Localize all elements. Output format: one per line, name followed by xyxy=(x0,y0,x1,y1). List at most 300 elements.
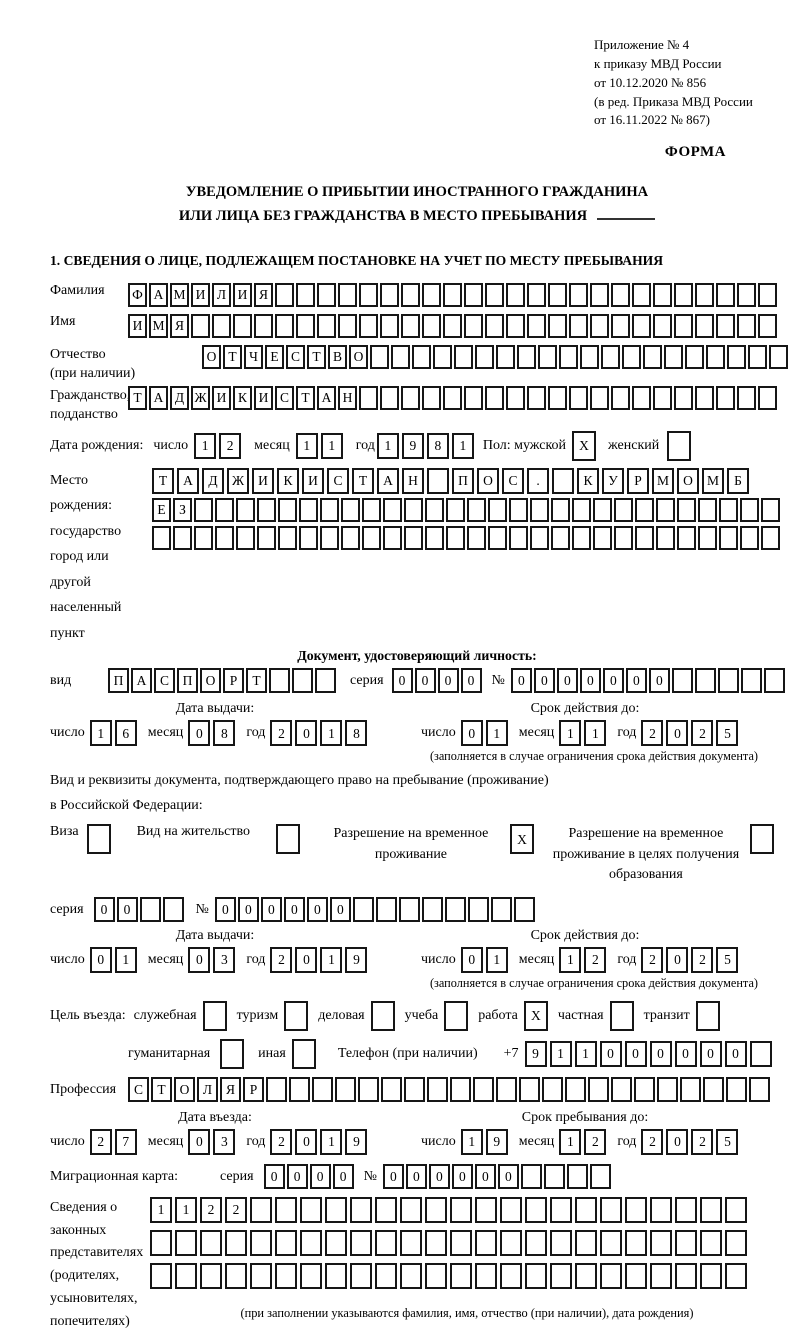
form-cell[interactable]: 0 xyxy=(580,668,601,693)
form-cell[interactable] xyxy=(380,314,399,338)
form-cell[interactable] xyxy=(404,1077,425,1102)
form-cell[interactable] xyxy=(593,498,612,522)
form-cell[interactable] xyxy=(335,1077,356,1102)
form-cell[interactable]: В xyxy=(328,345,347,369)
form-cell[interactable]: Т xyxy=(352,468,374,494)
form-cell[interactable] xyxy=(381,1077,402,1102)
form-cell[interactable] xyxy=(338,283,357,307)
form-cell[interactable] xyxy=(635,498,654,522)
form-cell[interactable] xyxy=(749,1077,770,1102)
form-cell[interactable] xyxy=(350,1197,372,1223)
form-cell[interactable]: . xyxy=(527,468,549,494)
form-cell[interactable] xyxy=(551,526,570,550)
form-cell[interactable] xyxy=(698,498,717,522)
form-cell[interactable]: Я xyxy=(220,1077,241,1102)
form-cell[interactable]: 0 xyxy=(307,897,328,922)
form-cell[interactable] xyxy=(761,498,780,522)
form-cell[interactable] xyxy=(565,1077,586,1102)
form-cell[interactable]: 2 xyxy=(691,947,713,973)
form-cell[interactable]: 0 xyxy=(625,1041,647,1067)
form-cell[interactable]: Т xyxy=(246,668,267,693)
form-cell[interactable]: 2 xyxy=(641,720,663,746)
form-cell[interactable] xyxy=(521,1164,542,1189)
form-cell[interactable]: М xyxy=(702,468,724,494)
form-cell[interactable] xyxy=(632,386,651,410)
form-cell[interactable] xyxy=(657,1077,678,1102)
form-cell[interactable]: 8 xyxy=(345,720,367,746)
form-cell[interactable] xyxy=(150,1230,172,1256)
form-cell[interactable]: 0 xyxy=(261,897,282,922)
form-cell[interactable] xyxy=(650,1230,672,1256)
form-cell[interactable]: 0 xyxy=(600,1041,622,1067)
form-cell[interactable]: 0 xyxy=(534,668,555,693)
form-cell[interactable] xyxy=(643,345,662,369)
form-cell[interactable] xyxy=(650,1197,672,1223)
form-cell[interactable] xyxy=(289,1077,310,1102)
form-cell[interactable] xyxy=(152,526,171,550)
form-cell[interactable] xyxy=(675,1230,697,1256)
form-cell[interactable] xyxy=(496,1077,517,1102)
form-cell[interactable] xyxy=(300,1197,322,1223)
form-cell[interactable]: 0 xyxy=(475,1164,496,1189)
form-cell[interactable] xyxy=(362,526,381,550)
form-cell[interactable] xyxy=(380,386,399,410)
form-cell[interactable] xyxy=(677,498,696,522)
form-cell[interactable] xyxy=(727,345,746,369)
form-cell[interactable] xyxy=(698,526,717,550)
form-cell[interactable] xyxy=(225,1230,247,1256)
form-cell[interactable] xyxy=(467,526,486,550)
form-cell[interactable]: 2 xyxy=(691,1129,713,1155)
form-cell[interactable] xyxy=(257,498,276,522)
form-cell[interactable]: 2 xyxy=(90,1129,112,1155)
form-cell[interactable] xyxy=(695,386,714,410)
form-cell[interactable] xyxy=(140,897,161,922)
form-cell[interactable]: 8 xyxy=(427,433,449,459)
form-cell[interactable] xyxy=(506,283,525,307)
form-cell[interactable]: 8 xyxy=(213,720,235,746)
form-cell[interactable]: 1 xyxy=(486,720,508,746)
form-cell[interactable] xyxy=(700,1197,722,1223)
form-cell[interactable] xyxy=(380,283,399,307)
form-cell[interactable] xyxy=(672,668,693,693)
form-cell[interactable] xyxy=(399,897,420,922)
form-cell[interactable]: 1 xyxy=(150,1197,172,1223)
form-cell[interactable]: 2 xyxy=(584,1129,606,1155)
form-cell[interactable] xyxy=(614,526,633,550)
form-cell[interactable]: 2 xyxy=(691,720,713,746)
form-cell[interactable] xyxy=(464,283,483,307)
form-cell[interactable] xyxy=(425,526,444,550)
form-cell[interactable] xyxy=(625,1197,647,1223)
form-cell[interactable] xyxy=(375,1263,397,1289)
form-cell[interactable] xyxy=(575,1197,597,1223)
form-cell[interactable] xyxy=(359,314,378,338)
form-cell[interactable] xyxy=(425,498,444,522)
form-cell[interactable] xyxy=(443,386,462,410)
form-cell[interactable]: Н xyxy=(338,386,357,410)
form-cell[interactable]: 0 xyxy=(725,1041,747,1067)
form-cell[interactable] xyxy=(275,283,294,307)
form-cell[interactable]: О xyxy=(202,345,221,369)
form-cell[interactable] xyxy=(588,1077,609,1102)
form-cell[interactable]: 0 xyxy=(666,720,688,746)
form-cell[interactable]: Б xyxy=(727,468,749,494)
form-cell[interactable] xyxy=(664,345,683,369)
form-cell[interactable] xyxy=(506,386,525,410)
form-cell[interactable] xyxy=(444,1001,468,1031)
form-cell[interactable]: 2 xyxy=(641,1129,663,1155)
form-cell[interactable] xyxy=(559,345,578,369)
form-cell[interactable]: 1 xyxy=(296,433,318,459)
form-cell[interactable] xyxy=(761,526,780,550)
form-cell[interactable] xyxy=(292,1039,316,1069)
form-cell[interactable] xyxy=(468,897,489,922)
form-cell[interactable] xyxy=(567,1164,588,1189)
form-cell[interactable] xyxy=(740,498,759,522)
form-cell[interactable] xyxy=(610,1001,634,1031)
form-cell[interactable]: 1 xyxy=(550,1041,572,1067)
form-cell[interactable]: И xyxy=(128,314,147,338)
form-cell[interactable]: 0 xyxy=(284,897,305,922)
form-cell[interactable] xyxy=(450,1263,472,1289)
form-cell[interactable]: 0 xyxy=(461,668,482,693)
form-cell[interactable]: 5 xyxy=(716,1129,738,1155)
form-cell[interactable] xyxy=(500,1263,522,1289)
form-cell[interactable] xyxy=(450,1077,471,1102)
form-cell[interactable]: С xyxy=(502,468,524,494)
form-cell[interactable] xyxy=(527,283,546,307)
form-cell[interactable] xyxy=(569,283,588,307)
form-cell[interactable] xyxy=(485,283,504,307)
form-cell[interactable] xyxy=(163,897,184,922)
form-cell[interactable] xyxy=(758,386,777,410)
form-cell[interactable] xyxy=(674,314,693,338)
form-cell[interactable]: П xyxy=(108,668,129,693)
form-cell[interactable] xyxy=(656,526,675,550)
form-cell[interactable] xyxy=(527,386,546,410)
form-cell[interactable] xyxy=(175,1263,197,1289)
form-cell[interactable] xyxy=(525,1263,547,1289)
form-cell[interactable]: 0 xyxy=(287,1164,308,1189)
form-cell[interactable]: 1 xyxy=(115,947,137,973)
form-cell[interactable] xyxy=(575,1263,597,1289)
form-cell[interactable] xyxy=(677,526,696,550)
form-cell[interactable]: Ж xyxy=(191,386,210,410)
form-cell[interactable] xyxy=(276,824,300,854)
form-cell[interactable]: 9 xyxy=(486,1129,508,1155)
form-cell[interactable]: Ф xyxy=(128,283,147,307)
form-cell[interactable] xyxy=(600,1263,622,1289)
form-cell[interactable] xyxy=(653,386,672,410)
form-cell[interactable]: Ч xyxy=(244,345,263,369)
form-cell[interactable] xyxy=(650,1263,672,1289)
form-cell[interactable] xyxy=(422,386,441,410)
form-cell[interactable] xyxy=(580,345,599,369)
form-cell[interactable]: 0 xyxy=(511,668,532,693)
form-cell[interactable]: 2 xyxy=(219,433,241,459)
form-cell[interactable] xyxy=(446,526,465,550)
form-cell[interactable] xyxy=(544,1164,565,1189)
form-cell[interactable] xyxy=(542,1077,563,1102)
form-cell[interactable] xyxy=(700,1230,722,1256)
form-cell[interactable]: 1 xyxy=(559,1129,581,1155)
form-cell[interactable]: 0 xyxy=(675,1041,697,1067)
form-cell[interactable] xyxy=(750,1041,772,1067)
form-cell[interactable] xyxy=(548,386,567,410)
form-cell[interactable] xyxy=(284,1001,308,1031)
form-cell[interactable] xyxy=(680,1077,701,1102)
form-cell[interactable] xyxy=(191,314,210,338)
form-cell[interactable]: Т xyxy=(307,345,326,369)
form-cell[interactable]: С xyxy=(154,668,175,693)
form-cell[interactable]: О xyxy=(477,468,499,494)
form-cell[interactable] xyxy=(716,386,735,410)
form-cell[interactable] xyxy=(725,1197,747,1223)
form-cell[interactable]: С xyxy=(286,345,305,369)
form-cell[interactable] xyxy=(400,1263,422,1289)
form-cell[interactable] xyxy=(325,1230,347,1256)
form-cell[interactable] xyxy=(572,498,591,522)
form-cell[interactable] xyxy=(338,314,357,338)
form-cell[interactable]: 0 xyxy=(188,720,210,746)
form-cell[interactable]: М xyxy=(149,314,168,338)
form-cell[interactable]: 0 xyxy=(383,1164,404,1189)
form-cell[interactable] xyxy=(275,1263,297,1289)
form-cell[interactable] xyxy=(703,1077,724,1102)
form-cell[interactable]: Я xyxy=(170,314,189,338)
form-cell[interactable]: А xyxy=(149,386,168,410)
form-cell[interactable]: 9 xyxy=(345,947,367,973)
form-cell[interactable] xyxy=(475,1230,497,1256)
form-cell[interactable]: 0 xyxy=(557,668,578,693)
form-cell[interactable]: Р xyxy=(223,668,244,693)
form-cell[interactable] xyxy=(718,668,739,693)
form-cell[interactable] xyxy=(622,345,641,369)
form-cell[interactable] xyxy=(601,345,620,369)
form-cell[interactable] xyxy=(509,498,528,522)
form-cell[interactable] xyxy=(422,314,441,338)
form-cell[interactable] xyxy=(400,1230,422,1256)
form-cell[interactable] xyxy=(200,1230,222,1256)
form-cell[interactable] xyxy=(695,314,714,338)
form-cell[interactable]: Р xyxy=(627,468,649,494)
form-cell[interactable] xyxy=(225,1263,247,1289)
form-cell[interactable] xyxy=(150,1263,172,1289)
form-cell[interactable]: А xyxy=(317,386,336,410)
form-cell[interactable] xyxy=(376,897,397,922)
form-cell[interactable] xyxy=(758,314,777,338)
form-cell[interactable] xyxy=(719,498,738,522)
form-cell[interactable] xyxy=(590,386,609,410)
form-cell[interactable] xyxy=(401,314,420,338)
form-cell[interactable] xyxy=(464,314,483,338)
form-cell[interactable] xyxy=(491,897,512,922)
form-cell[interactable]: 1 xyxy=(175,1197,197,1223)
form-cell[interactable] xyxy=(706,345,725,369)
form-cell[interactable] xyxy=(548,314,567,338)
form-cell[interactable]: 9 xyxy=(345,1129,367,1155)
form-cell[interactable]: Т xyxy=(128,386,147,410)
form-cell[interactable] xyxy=(375,1197,397,1223)
form-cell[interactable] xyxy=(220,1039,244,1069)
form-cell[interactable]: 0 xyxy=(666,947,688,973)
form-cell[interactable]: X xyxy=(572,431,596,461)
form-cell[interactable] xyxy=(236,526,255,550)
form-cell[interactable] xyxy=(325,1263,347,1289)
form-cell[interactable] xyxy=(266,1077,287,1102)
form-cell[interactable] xyxy=(737,386,756,410)
form-cell[interactable] xyxy=(674,386,693,410)
form-cell[interactable] xyxy=(674,283,693,307)
form-cell[interactable] xyxy=(635,526,654,550)
form-cell[interactable]: 1 xyxy=(559,720,581,746)
form-cell[interactable]: К xyxy=(577,468,599,494)
form-cell[interactable] xyxy=(590,314,609,338)
form-cell[interactable]: А xyxy=(131,668,152,693)
form-cell[interactable] xyxy=(569,314,588,338)
form-cell[interactable] xyxy=(475,1263,497,1289)
form-cell[interactable]: И xyxy=(302,468,324,494)
form-cell[interactable] xyxy=(450,1230,472,1256)
form-cell[interactable] xyxy=(667,431,691,461)
form-cell[interactable] xyxy=(359,283,378,307)
form-cell[interactable] xyxy=(194,498,213,522)
form-cell[interactable] xyxy=(341,498,360,522)
form-cell[interactable]: М xyxy=(652,468,674,494)
form-cell[interactable] xyxy=(653,283,672,307)
form-cell[interactable] xyxy=(750,824,774,854)
form-cell[interactable] xyxy=(454,345,473,369)
form-cell[interactable]: Р xyxy=(243,1077,264,1102)
form-cell[interactable] xyxy=(758,283,777,307)
form-cell[interactable]: Л xyxy=(197,1077,218,1102)
form-cell[interactable] xyxy=(725,1230,747,1256)
form-cell[interactable]: С xyxy=(275,386,294,410)
form-cell[interactable] xyxy=(87,824,111,854)
form-cell[interactable] xyxy=(317,283,336,307)
form-cell[interactable]: П xyxy=(452,468,474,494)
form-cell[interactable]: 0 xyxy=(295,720,317,746)
form-cell[interactable] xyxy=(653,314,672,338)
form-cell[interactable] xyxy=(769,345,788,369)
form-cell[interactable]: Д xyxy=(170,386,189,410)
form-cell[interactable] xyxy=(215,526,234,550)
form-cell[interactable] xyxy=(593,526,612,550)
form-cell[interactable]: 0 xyxy=(94,897,115,922)
form-cell[interactable] xyxy=(317,314,336,338)
form-cell[interactable] xyxy=(675,1263,697,1289)
form-cell[interactable] xyxy=(575,1230,597,1256)
form-cell[interactable] xyxy=(590,283,609,307)
form-cell[interactable] xyxy=(611,1077,632,1102)
form-cell[interactable]: Я xyxy=(254,283,273,307)
form-cell[interactable]: 0 xyxy=(406,1164,427,1189)
form-cell[interactable] xyxy=(250,1263,272,1289)
form-cell[interactable]: 0 xyxy=(215,897,236,922)
form-cell[interactable] xyxy=(696,1001,720,1031)
form-cell[interactable] xyxy=(278,526,297,550)
form-cell[interactable] xyxy=(312,1077,333,1102)
form-cell[interactable]: Д xyxy=(202,468,224,494)
form-cell[interactable] xyxy=(611,386,630,410)
form-cell[interactable] xyxy=(425,1197,447,1223)
form-cell[interactable] xyxy=(600,1230,622,1256)
form-cell[interactable]: 0 xyxy=(264,1164,285,1189)
form-cell[interactable] xyxy=(275,314,294,338)
form-cell[interactable]: 3 xyxy=(213,947,235,973)
form-cell[interactable]: Ж xyxy=(227,468,249,494)
form-cell[interactable] xyxy=(590,1164,611,1189)
form-cell[interactable] xyxy=(350,1263,372,1289)
form-cell[interactable] xyxy=(425,1230,447,1256)
form-cell[interactable] xyxy=(764,668,785,693)
form-cell[interactable] xyxy=(525,1230,547,1256)
form-cell[interactable] xyxy=(485,314,504,338)
form-cell[interactable]: 0 xyxy=(333,1164,354,1189)
form-cell[interactable]: 1 xyxy=(320,720,342,746)
form-cell[interactable] xyxy=(488,498,507,522)
form-cell[interactable]: 0 xyxy=(310,1164,331,1189)
form-cell[interactable] xyxy=(422,283,441,307)
copies-blank-line[interactable] xyxy=(597,204,655,220)
form-cell[interactable] xyxy=(257,526,276,550)
form-cell[interactable] xyxy=(496,345,515,369)
form-cell[interactable] xyxy=(685,345,704,369)
form-cell[interactable]: И xyxy=(191,283,210,307)
form-cell[interactable] xyxy=(300,1230,322,1256)
form-cell[interactable] xyxy=(350,1230,372,1256)
form-cell[interactable] xyxy=(530,498,549,522)
form-cell[interactable] xyxy=(275,1197,297,1223)
form-cell[interactable]: 1 xyxy=(452,433,474,459)
form-cell[interactable]: 7 xyxy=(115,1129,137,1155)
form-cell[interactable] xyxy=(433,345,452,369)
form-cell[interactable] xyxy=(550,1197,572,1223)
form-cell[interactable]: 1 xyxy=(194,433,216,459)
form-cell[interactable]: 0 xyxy=(461,947,483,973)
form-cell[interactable] xyxy=(614,498,633,522)
form-cell[interactable]: X xyxy=(524,1001,548,1031)
form-cell[interactable]: 0 xyxy=(188,1129,210,1155)
form-cell[interactable] xyxy=(401,283,420,307)
form-cell[interactable] xyxy=(404,526,423,550)
form-cell[interactable]: 0 xyxy=(626,668,647,693)
form-cell[interactable] xyxy=(530,526,549,550)
form-cell[interactable]: А xyxy=(149,283,168,307)
form-cell[interactable]: И xyxy=(252,468,274,494)
form-cell[interactable] xyxy=(175,1230,197,1256)
form-cell[interactable] xyxy=(445,897,466,922)
form-cell[interactable]: 1 xyxy=(90,720,112,746)
form-cell[interactable]: 0 xyxy=(649,668,670,693)
form-cell[interactable] xyxy=(400,1197,422,1223)
form-cell[interactable]: С xyxy=(128,1077,149,1102)
form-cell[interactable]: 0 xyxy=(117,897,138,922)
form-cell[interactable]: 2 xyxy=(225,1197,247,1223)
form-cell[interactable]: 0 xyxy=(438,668,459,693)
form-cell[interactable]: Е xyxy=(265,345,284,369)
form-cell[interactable] xyxy=(370,345,389,369)
form-cell[interactable]: Т xyxy=(223,345,242,369)
form-cell[interactable]: 3 xyxy=(213,1129,235,1155)
form-cell[interactable] xyxy=(525,1197,547,1223)
form-cell[interactable]: Т xyxy=(151,1077,172,1102)
form-cell[interactable] xyxy=(250,1230,272,1256)
form-cell[interactable]: 0 xyxy=(461,720,483,746)
form-cell[interactable] xyxy=(719,526,738,550)
form-cell[interactable] xyxy=(551,498,570,522)
